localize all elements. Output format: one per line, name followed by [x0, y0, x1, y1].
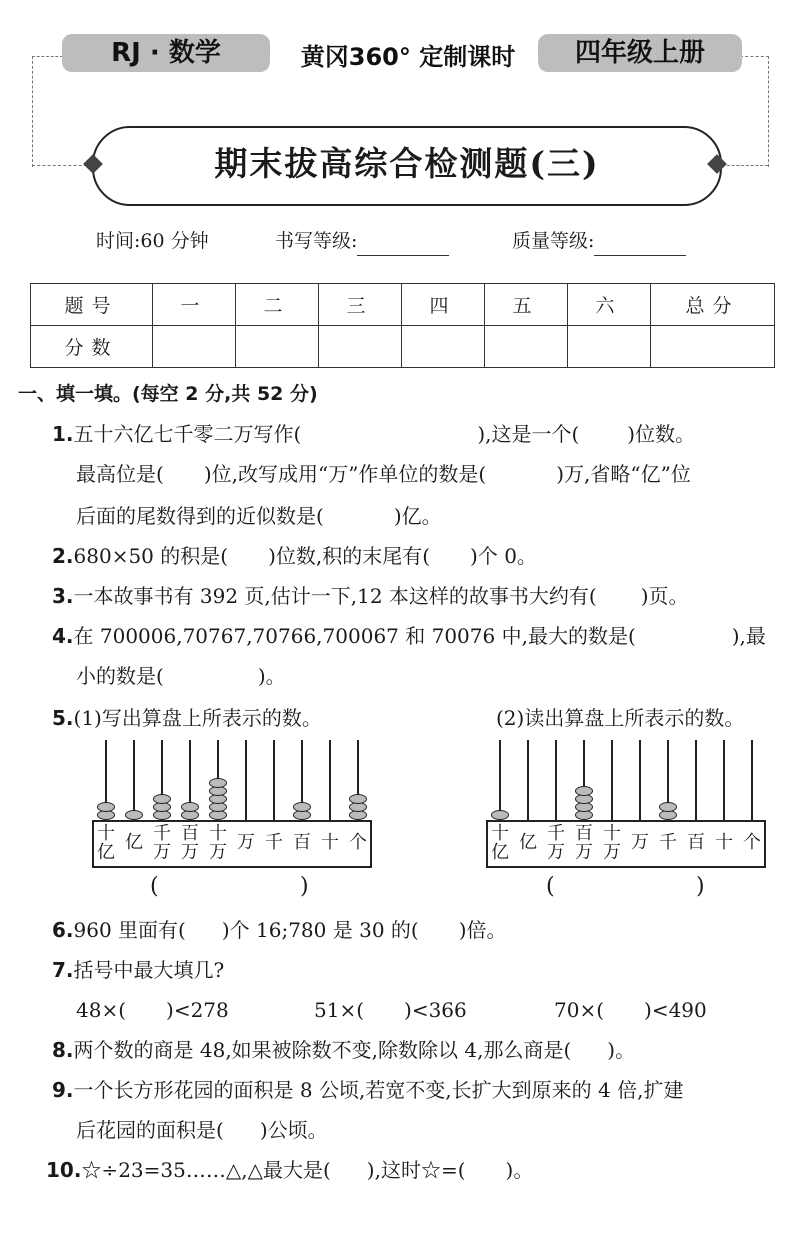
abacus-bead: [491, 810, 509, 820]
text: 括号中最大填几?: [73, 958, 225, 982]
place-label: 千 万: [547, 823, 565, 863]
text: 后面的尾数得到的近似数是(: [76, 504, 324, 528]
question-7-expr-3: [554, 994, 707, 1026]
score-input-cell[interactable]: [651, 326, 775, 368]
table-row: [31, 284, 775, 326]
answer-paren-close: ): [696, 874, 705, 899]
question-4-line-2: [76, 660, 286, 692]
place-label: 百: [687, 832, 705, 853]
score-input-cell[interactable]: [153, 326, 236, 368]
question-5-right: (2)读出算盘上所表示的数。: [496, 706, 745, 730]
abacus-bead: [349, 794, 367, 804]
table-cell: 五: [485, 284, 568, 326]
question-1-line-3: [76, 500, 442, 532]
abacus-rod: [273, 740, 275, 820]
text: 两个数的商是 48,如果被除数不变,除数除以 4,那么商是(: [73, 1038, 572, 1062]
place-label: 亿: [125, 832, 143, 853]
text: ),这是一个(: [477, 422, 580, 446]
question-2: [52, 540, 537, 572]
text: 一本故事书有 392 页,估计一下,12 本这样的故事书大约有(: [73, 584, 597, 608]
score-input-cell[interactable]: [319, 326, 402, 368]
text: )万,省略“亿”位: [556, 462, 691, 486]
text: 一个长方形花园的面积是 8 公顷,若宽不变,长扩大到原来的 4 倍,扩建: [73, 1078, 684, 1102]
place-label: 千: [265, 832, 283, 853]
text: )位数,积的末尾有(: [268, 544, 431, 568]
brand-text: 黄冈360° 定制课时: [300, 43, 516, 71]
abacus-bead: [97, 802, 115, 812]
question-6: [52, 914, 507, 946]
abacus-rod: [611, 740, 613, 820]
abacus-bead: [293, 802, 311, 812]
question-7: [52, 954, 224, 986]
table-cell: 二: [236, 284, 319, 326]
text: (1)写出算盘上所表示的数。: [73, 706, 322, 730]
question-1-line-2: [76, 458, 691, 490]
place-label: 十: [321, 832, 339, 853]
question-number: 6.: [52, 918, 74, 942]
table-cell: 总分: [651, 284, 775, 326]
text: )个 16;780 是 30 的(: [221, 918, 419, 942]
abacus-rod: [133, 740, 135, 820]
abacus-bead: [181, 802, 199, 812]
score-input-cell[interactable]: [236, 326, 319, 368]
score-table: [30, 283, 775, 368]
place-label: 十 万: [603, 823, 621, 863]
table-cell: 一: [153, 284, 236, 326]
abacus-rod: [639, 740, 641, 820]
question-1-line-1: [52, 418, 695, 450]
question-number: 2.: [52, 544, 74, 568]
text: )位数。: [627, 422, 696, 446]
text: 960 里面有(: [73, 918, 186, 942]
writing-grade-label: [275, 226, 449, 256]
abacus-bead: [659, 802, 677, 812]
text: 最高位是(: [76, 462, 164, 486]
text: 在 700006,70767,70766,700067 和 70076 中,最大的数是(: [73, 624, 636, 648]
place-label: 万: [237, 832, 255, 853]
question-number: 3.: [52, 584, 74, 608]
score-input-cell[interactable]: [568, 326, 651, 368]
abacus-rod: [751, 740, 753, 820]
table-cell: 分数: [31, 326, 153, 368]
answer-blank[interactable]: [166, 876, 296, 904]
abacus-bead: [209, 778, 227, 788]
text: )。: [257, 664, 286, 688]
text: 五十六亿七千零二万写作(: [73, 422, 302, 446]
answer-blank[interactable]: [562, 876, 692, 904]
text: )个 0。: [470, 544, 537, 568]
text: )<366: [404, 998, 467, 1022]
abacus-rod: [695, 740, 697, 820]
abacus-bead: [153, 794, 171, 804]
question-number: 7.: [52, 958, 74, 982]
text: )位,改写成用“万”作单位的数是(: [203, 462, 487, 486]
score-input-cell[interactable]: [402, 326, 485, 368]
abacus-rod: [555, 740, 557, 820]
abacus-left: [92, 740, 372, 866]
place-label: 十: [715, 832, 733, 853]
subject-badge: RJ · 数学: [62, 34, 270, 72]
abacus-rod: [527, 740, 529, 820]
question-number: 5.: [52, 706, 74, 730]
place-label: 千: [659, 832, 677, 853]
question-number: 10.: [46, 1158, 82, 1182]
answer-paren-open: (: [546, 874, 555, 899]
place-label: 十 亿: [491, 823, 509, 863]
place-label: 万: [631, 832, 649, 853]
text: ☆÷23=35……△,△最大是(: [81, 1158, 331, 1182]
question-8: [52, 1034, 635, 1066]
table-cell: 题号: [31, 284, 153, 326]
dashed-frame-left: [32, 56, 63, 167]
section-heading: 一、填一填。(每空 2 分,共 52 分): [18, 383, 318, 405]
text: )。: [505, 1158, 534, 1182]
question-number: 1.: [52, 422, 74, 446]
text: 680×50 的积是(: [73, 544, 229, 568]
text: 48×(: [76, 998, 127, 1022]
quality-grade-label: [512, 226, 686, 256]
writing-grade-text: 书写等级:: [275, 230, 358, 252]
place-label: 百 万: [575, 823, 593, 863]
table-cell: 三: [319, 284, 402, 326]
question-4-line-1: [52, 620, 766, 652]
text: )公顷。: [259, 1118, 328, 1142]
writing-grade-blank: [357, 233, 449, 256]
quality-grade-text: 质量等级:: [512, 230, 595, 252]
table-cell: 四: [402, 284, 485, 326]
text: 后花园的面积是(: [76, 1118, 224, 1142]
question-7-expr-1: [76, 994, 229, 1026]
abacus-bead: [125, 810, 143, 820]
place-label: 个: [349, 832, 367, 853]
text: )。: [607, 1038, 636, 1062]
table-cell: 六: [568, 284, 651, 326]
text: ),这时☆=(: [366, 1158, 466, 1182]
place-label: 十 亿: [97, 823, 115, 863]
dashed-frame-left-bottom: [32, 165, 87, 166]
abacus-bead: [575, 786, 593, 796]
question-number: 9.: [52, 1078, 74, 1102]
answer-paren-close: ): [300, 874, 309, 899]
place-label: 个: [743, 832, 761, 853]
abacus-rod: [245, 740, 247, 820]
text: )倍。: [458, 918, 507, 942]
dashed-frame-right: [740, 56, 769, 167]
time-info: 时间:60 分钟: [96, 230, 209, 252]
place-label: 千 万: [153, 823, 171, 863]
quality-grade-blank: [594, 233, 686, 256]
question-3: [52, 580, 689, 612]
place-label: 十 万: [209, 823, 227, 863]
abacus-rod: [723, 740, 725, 820]
dashed-frame-right-bottom: [722, 165, 768, 166]
place-label: 百 万: [181, 823, 199, 863]
page-title: 期末拔高综合检测题(三): [214, 144, 600, 183]
question-10: [46, 1154, 533, 1186]
text: )<278: [166, 998, 229, 1022]
text: )<490: [644, 998, 707, 1022]
score-input-cell[interactable]: [485, 326, 568, 368]
text: )页。: [640, 584, 689, 608]
question-7-expr-2: [314, 994, 467, 1026]
question-number: 8.: [52, 1038, 74, 1062]
question-number: 4.: [52, 624, 74, 648]
text: ),最: [731, 624, 766, 648]
question-9-line-2: [76, 1114, 328, 1146]
text: 70×(: [554, 998, 605, 1022]
place-label: 百: [293, 832, 311, 853]
question-9-line-1: [52, 1074, 683, 1106]
text: )亿。: [393, 504, 442, 528]
question-5-left: [52, 702, 322, 734]
text: 51×(: [314, 998, 365, 1022]
abacus-rod: [329, 740, 331, 820]
table-row: [31, 326, 775, 368]
answer-paren-open: (: [150, 874, 159, 899]
abacus-right: [486, 740, 766, 866]
grade-badge: 四年级上册: [538, 34, 742, 72]
text: 小的数是(: [76, 664, 164, 688]
place-label: 亿: [519, 832, 537, 853]
abacus-rod: [499, 740, 501, 820]
